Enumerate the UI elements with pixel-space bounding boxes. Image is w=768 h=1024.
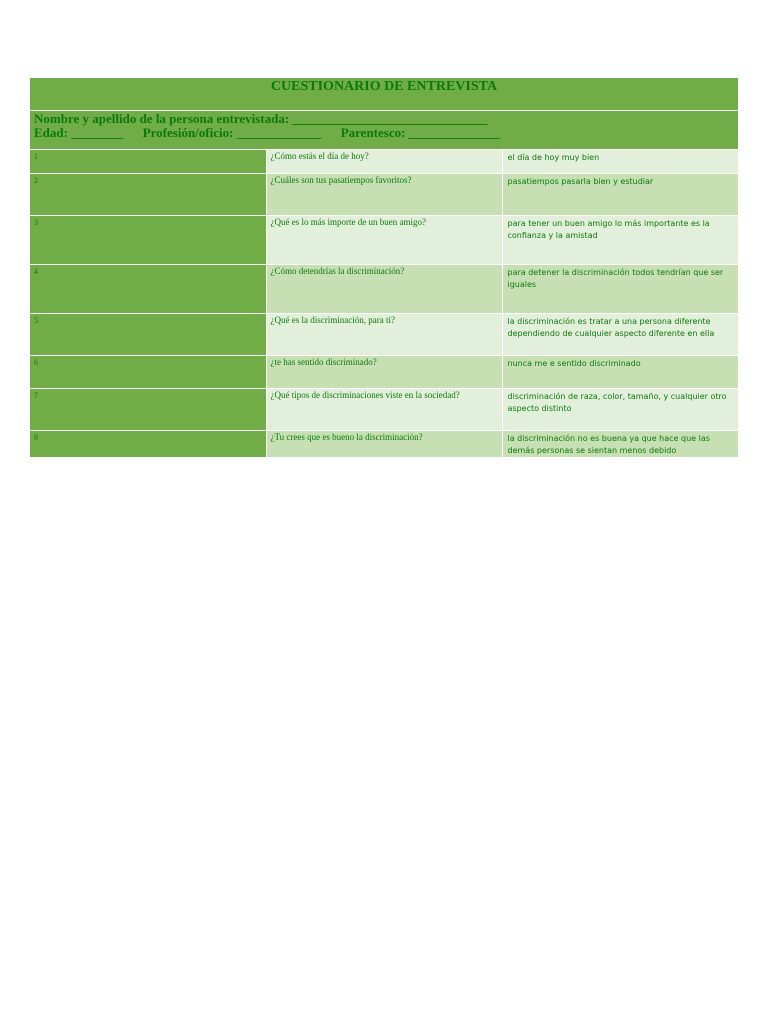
row-number: 8 [30, 431, 266, 458]
answer-text: pasatiempos pasarla bien y estudiar [502, 174, 738, 216]
table-row [30, 216, 738, 265]
form-title: CUESTIONARIO DE ENTREVISTA [30, 78, 738, 111]
question-text: ¿Tu crees que es bueno la discriminación? [266, 431, 502, 458]
answer-text: nunca me e sentido discriminado [502, 356, 738, 389]
table-row [30, 356, 738, 389]
question-text: ¿Cómo estás el día de hoy? [266, 150, 502, 174]
question-text: ¿Cuáles son tus pasatiempos favoritos? [266, 174, 502, 216]
table-row [30, 174, 738, 216]
answer-text: para detener la discriminación todos tendrían que ser iguales [502, 265, 738, 314]
details-line: Edad: ________ Profesión/oficio: _____________ Parentesco: ______________ [34, 125, 500, 140]
question-text: ¿Qué tipos de discriminaciones viste en la sociedad? [266, 389, 502, 431]
answer-text: la discriminación es tratar a una persona diferente dependiendo de cualquier aspecto diferente en ella [502, 314, 738, 356]
row-number: 7 [30, 389, 266, 431]
interviewee-info [30, 111, 738, 150]
answer-text: para tener un buen amigo lo más importante es la confianza y la amistad [502, 216, 738, 265]
table-row [30, 150, 738, 174]
table-row [30, 265, 738, 314]
question-text: ¿Qué es la discriminación, para ti? [266, 314, 502, 356]
table-row [30, 431, 738, 458]
row-number: 2 [30, 174, 266, 216]
answer-text: el día de hoy muy bien [502, 150, 738, 174]
question-text: ¿Cómo detendrías la discriminación? [266, 265, 502, 314]
row-number: 5 [30, 314, 266, 356]
row-number: 6 [30, 356, 266, 389]
row-number: 3 [30, 216, 266, 265]
question-text: ¿Qué es lo más importe de un buen amigo? [266, 216, 502, 265]
title-row [30, 78, 738, 111]
table-row [30, 389, 738, 431]
answer-text: la discriminación no es buena ya que hace que las demás personas se sientan menos debido [502, 431, 738, 458]
answer-text: discriminación de raza, color, tamaño, y cualquier otro aspecto distinto [502, 389, 738, 431]
row-number: 1 [30, 150, 266, 174]
row-number: 4 [30, 265, 266, 314]
interview-questionnaire-table [30, 78, 738, 458]
name-line: Nombre y apellido de la persona entrevistada: ______________________________ [34, 111, 488, 126]
question-text: ¿te has sentido discriminado? [266, 356, 502, 389]
table-row [30, 314, 738, 356]
info-row [30, 111, 738, 150]
